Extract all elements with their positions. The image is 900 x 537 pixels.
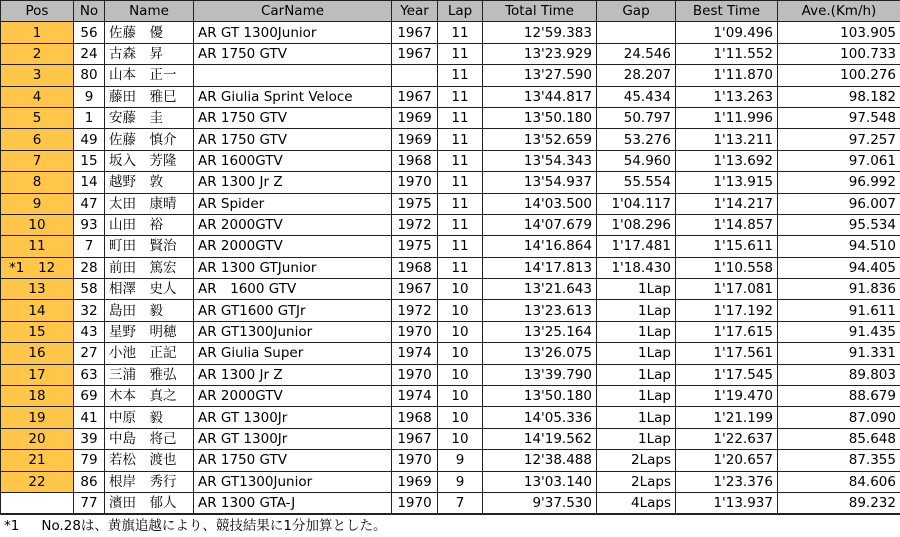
cell-total-time: 14'03.500 <box>483 193 597 214</box>
position-value: 7 <box>33 153 42 169</box>
cell-lap: 10 <box>438 364 483 385</box>
cell-average: 87.355 <box>778 450 900 471</box>
cell-carname: AR 1750 GTV <box>194 107 392 128</box>
cell-average: 97.548 <box>778 107 900 128</box>
cell-pos <box>1 492 74 513</box>
cell-name: 中島 将己 <box>105 428 194 449</box>
cell-gap: 55.554 <box>597 172 676 193</box>
cell-best-time: 1'13.263 <box>676 86 778 107</box>
cell-best-time: 1'11.996 <box>676 107 778 128</box>
cell-pos <box>1 129 74 150</box>
cell-gap: 1'04.117 <box>597 193 676 214</box>
cell-pos <box>1 450 74 471</box>
penalty-mark: *1 <box>5 258 24 278</box>
position-value: 19 <box>28 410 45 426</box>
table-row <box>1 492 900 513</box>
position-value: 9 <box>33 196 42 212</box>
cell-best-time: 1'13.692 <box>676 150 778 171</box>
cell-gap: 1Lap <box>597 428 676 449</box>
position-value: 22 <box>28 474 45 490</box>
cell-total-time: 12'38.488 <box>483 450 597 471</box>
cell-gap: 1Lap <box>597 321 676 342</box>
cell-carname: AR 1600 GTV <box>194 279 392 300</box>
cell-average: 84.606 <box>778 471 900 492</box>
cell-total-time: 14'05.336 <box>483 407 597 428</box>
cell-pos <box>1 86 74 107</box>
cell-best-time: 1'13.937 <box>676 492 778 513</box>
cell-average: 89.232 <box>778 492 900 513</box>
cell-name: 相澤 史人 <box>105 279 194 300</box>
cell-lap: 9 <box>438 471 483 492</box>
position-value: 15 <box>28 324 45 340</box>
cell-lap: 10 <box>438 386 483 407</box>
cell-total-time: 13'54.937 <box>483 172 597 193</box>
cell-best-time: 1'17.561 <box>676 343 778 364</box>
cell-average: 98.182 <box>778 86 900 107</box>
header-gap: Gap <box>597 1 676 22</box>
table-row <box>1 22 900 43</box>
cell-no: 77 <box>74 492 105 513</box>
cell-gap: 1Lap <box>597 364 676 385</box>
table-row <box>1 450 900 471</box>
cell-total-time: 12'59.383 <box>483 22 597 43</box>
header-average: Ave.(Km/h) <box>778 1 900 22</box>
cell-best-time: 1'14.217 <box>676 193 778 214</box>
cell-total-time: 13'25.164 <box>483 321 597 342</box>
cell-lap: 11 <box>438 150 483 171</box>
cell-year: 1970 <box>392 321 438 342</box>
cell-pos <box>1 65 74 86</box>
table-row <box>1 236 900 257</box>
table-row <box>1 150 900 171</box>
cell-total-time: 13'52.659 <box>483 129 597 150</box>
cell-carname: AR 1300 GTJunior <box>194 257 392 278</box>
table-row <box>1 300 900 321</box>
cell-pos <box>1 471 74 492</box>
cell-no: 58 <box>74 279 105 300</box>
cell-carname: AR 1300 Jr Z <box>194 364 392 385</box>
table-row <box>1 343 900 364</box>
cell-pos <box>1 172 74 193</box>
cell-total-time: 14'07.679 <box>483 214 597 235</box>
cell-total-time: 14'19.562 <box>483 428 597 449</box>
table-row <box>1 214 900 235</box>
cell-best-time: 1'17.615 <box>676 321 778 342</box>
cell-best-time: 1'17.192 <box>676 300 778 321</box>
cell-best-time: 1'11.870 <box>676 65 778 86</box>
cell-name: 山田 裕 <box>105 214 194 235</box>
cell-best-time: 1'13.915 <box>676 172 778 193</box>
cell-pos <box>1 150 74 171</box>
cell-lap: 11 <box>438 43 483 64</box>
cell-no: 32 <box>74 300 105 321</box>
cell-name: 太田 康晴 <box>105 193 194 214</box>
cell-average: 88.679 <box>778 386 900 407</box>
cell-name: 越野 敦 <box>105 172 194 193</box>
cell-carname: AR GT 1300Junior <box>194 22 392 43</box>
header-row <box>1 1 900 22</box>
table-header <box>1 1 900 22</box>
cell-best-time: 1'20.657 <box>676 450 778 471</box>
position-value: 12 <box>38 260 55 276</box>
cell-best-time: 1'09.496 <box>676 22 778 43</box>
header-name: Name <box>105 1 194 22</box>
cell-lap: 11 <box>438 22 483 43</box>
cell-average: 85.648 <box>778 428 900 449</box>
cell-best-time: 1'19.470 <box>676 386 778 407</box>
cell-total-time: 13'23.613 <box>483 300 597 321</box>
cell-name: 安藤 圭 <box>105 107 194 128</box>
cell-pos <box>1 386 74 407</box>
cell-carname: AR GT1300Junior <box>194 471 392 492</box>
cell-lap: 11 <box>438 236 483 257</box>
cell-gap: 1Lap <box>597 300 676 321</box>
cell-pos <box>1 279 74 300</box>
cell-no: 80 <box>74 65 105 86</box>
cell-year: 1967 <box>392 22 438 43</box>
position-value: 8 <box>33 174 42 190</box>
cell-year: 1972 <box>392 300 438 321</box>
position-value: 6 <box>33 132 42 148</box>
cell-pos <box>1 343 74 364</box>
cell-gap: 1'08.296 <box>597 214 676 235</box>
cell-year: 1974 <box>392 343 438 364</box>
cell-carname: AR 1750 GTV <box>194 450 392 471</box>
cell-name: 坂入 芳隆 <box>105 150 194 171</box>
cell-year: 1970 <box>392 492 438 513</box>
cell-year <box>392 65 438 86</box>
cell-total-time: 13'03.140 <box>483 471 597 492</box>
cell-year: 1967 <box>392 428 438 449</box>
cell-carname: AR 1600GTV <box>194 150 392 171</box>
cell-gap: 45.434 <box>597 86 676 107</box>
cell-year: 1972 <box>392 214 438 235</box>
cell-average: 103.905 <box>778 22 900 43</box>
cell-pos <box>1 364 74 385</box>
cell-gap: 1Lap <box>597 279 676 300</box>
cell-no: 27 <box>74 343 105 364</box>
cell-average: 97.257 <box>778 129 900 150</box>
position-value: 21 <box>28 452 45 468</box>
cell-pos <box>1 43 74 64</box>
cell-carname: AR 1300 Jr Z <box>194 172 392 193</box>
cell-year: 1968 <box>392 407 438 428</box>
cell-year: 1968 <box>392 150 438 171</box>
cell-average: 97.061 <box>778 150 900 171</box>
cell-lap: 10 <box>438 321 483 342</box>
cell-gap <box>597 22 676 43</box>
table-row <box>1 321 900 342</box>
cell-total-time: 14'17.813 <box>483 257 597 278</box>
header-total-time: Total Time <box>483 1 597 22</box>
cell-no: 14 <box>74 172 105 193</box>
table-row <box>1 65 900 86</box>
cell-name: 前田 篤宏 <box>105 257 194 278</box>
cell-lap: 11 <box>438 107 483 128</box>
cell-best-time: 1'11.552 <box>676 43 778 64</box>
header-carname: CarName <box>194 1 392 22</box>
cell-year: 1970 <box>392 172 438 193</box>
position-value: 17 <box>28 367 45 383</box>
cell-lap: 10 <box>438 407 483 428</box>
cell-name: 古森 昇 <box>105 43 194 64</box>
cell-pos <box>1 257 74 278</box>
table-row <box>1 257 900 278</box>
cell-no: 49 <box>74 129 105 150</box>
cell-lap: 10 <box>438 279 483 300</box>
cell-pos <box>1 214 74 235</box>
cell-name: 山本 正一 <box>105 65 194 86</box>
cell-gap: 1Lap <box>597 386 676 407</box>
cell-pos <box>1 22 74 43</box>
cell-total-time: 13'50.180 <box>483 386 597 407</box>
cell-carname: AR 2000GTV <box>194 214 392 235</box>
cell-best-time: 1'13.211 <box>676 129 778 150</box>
position-value: 18 <box>28 388 45 404</box>
cell-no: 63 <box>74 364 105 385</box>
cell-total-time: 13'26.075 <box>483 343 597 364</box>
cell-no: 43 <box>74 321 105 342</box>
cell-lap: 11 <box>438 193 483 214</box>
cell-lap: 10 <box>438 300 483 321</box>
cell-name: 町田 賢治 <box>105 236 194 257</box>
cell-gap: 28.207 <box>597 65 676 86</box>
cell-average: 95.534 <box>778 214 900 235</box>
position-value: 13 <box>28 281 45 297</box>
cell-average: 91.435 <box>778 321 900 342</box>
header-pos: Pos <box>1 1 74 22</box>
cell-carname: AR 1750 GTV <box>194 43 392 64</box>
cell-year: 1968 <box>392 257 438 278</box>
cell-carname: AR GT 1300Jr <box>194 428 392 449</box>
table-row <box>1 471 900 492</box>
cell-best-time: 1'23.376 <box>676 471 778 492</box>
cell-no: 41 <box>74 407 105 428</box>
cell-name: 星野 明穂 <box>105 321 194 342</box>
cell-average: 96.992 <box>778 172 900 193</box>
cell-total-time: 13'39.790 <box>483 364 597 385</box>
cell-no: 7 <box>74 236 105 257</box>
cell-carname: AR 2000GTV <box>194 236 392 257</box>
cell-best-time: 1'17.081 <box>676 279 778 300</box>
cell-lap: 9 <box>438 450 483 471</box>
cell-carname: AR Spider <box>194 193 392 214</box>
cell-average: 94.510 <box>778 236 900 257</box>
cell-name: 根岸 秀行 <box>105 471 194 492</box>
cell-pos <box>1 193 74 214</box>
cell-total-time: 9'37.530 <box>483 492 597 513</box>
cell-no: 69 <box>74 386 105 407</box>
cell-no: 86 <box>74 471 105 492</box>
cell-name: 三浦 雅弘 <box>105 364 194 385</box>
cell-name: 佐藤 優 <box>105 22 194 43</box>
cell-gap: 1Lap <box>597 343 676 364</box>
cell-year: 1970 <box>392 450 438 471</box>
cell-year: 1967 <box>392 86 438 107</box>
cell-no: 93 <box>74 214 105 235</box>
cell-year: 1969 <box>392 129 438 150</box>
cell-total-time: 13'21.643 <box>483 279 597 300</box>
position-value: 11 <box>28 238 45 254</box>
table-row <box>1 172 900 193</box>
cell-gap: 1'17.481 <box>597 236 676 257</box>
cell-year: 1974 <box>392 386 438 407</box>
cell-lap: 11 <box>438 86 483 107</box>
cell-lap: 7 <box>438 492 483 513</box>
cell-gap: 4Laps <box>597 492 676 513</box>
cell-year: 1970 <box>392 364 438 385</box>
cell-name: 藤田 雅巳 <box>105 86 194 107</box>
cell-carname: AR GT1300Junior <box>194 321 392 342</box>
cell-pos <box>1 236 74 257</box>
cell-pos <box>1 300 74 321</box>
cell-average: 94.405 <box>778 257 900 278</box>
position-value: 4 <box>33 89 42 105</box>
table-row <box>1 407 900 428</box>
cell-no: 56 <box>74 22 105 43</box>
cell-name: 濱田 郁人 <box>105 492 194 513</box>
cell-lap: 11 <box>438 172 483 193</box>
table-row <box>1 386 900 407</box>
cell-name: 木本 真之 <box>105 386 194 407</box>
table-row <box>1 364 900 385</box>
footnote-mark: *1 <box>4 518 19 534</box>
cell-name: 小池 正記 <box>105 343 194 364</box>
cell-total-time: 13'50.180 <box>483 107 597 128</box>
cell-carname: AR GT 1300Jr <box>194 407 392 428</box>
table-row <box>1 86 900 107</box>
cell-carname: AR 2000GTV <box>194 386 392 407</box>
cell-total-time: 13'54.343 <box>483 150 597 171</box>
cell-no: 1 <box>74 107 105 128</box>
cell-carname: AR 1750 GTV <box>194 129 392 150</box>
position-value: 3 <box>33 67 42 83</box>
cell-gap: 2Laps <box>597 450 676 471</box>
cell-best-time: 1'22.637 <box>676 428 778 449</box>
cell-year: 1969 <box>392 471 438 492</box>
cell-name: 若松 渡也 <box>105 450 194 471</box>
cell-average: 91.836 <box>778 279 900 300</box>
cell-year: 1969 <box>392 107 438 128</box>
cell-pos <box>1 407 74 428</box>
cell-average: 91.611 <box>778 300 900 321</box>
cell-best-time: 1'17.545 <box>676 364 778 385</box>
cell-pos <box>1 321 74 342</box>
position-value: 5 <box>33 110 42 126</box>
cell-average: 100.276 <box>778 65 900 86</box>
table-row <box>1 107 900 128</box>
cell-lap: 11 <box>438 65 483 86</box>
cell-gap: 50.797 <box>597 107 676 128</box>
cell-carname: AR GT1600 GTJr <box>194 300 392 321</box>
cell-average: 96.007 <box>778 193 900 214</box>
header-lap: Lap <box>438 1 483 22</box>
footnote <box>0 514 900 537</box>
cell-best-time: 1'10.558 <box>676 257 778 278</box>
cell-no: 24 <box>74 43 105 64</box>
cell-carname: AR Giulia Sprint Veloce <box>194 86 392 107</box>
cell-no: 79 <box>74 450 105 471</box>
header-no: No <box>74 1 105 22</box>
cell-name: 佐藤 慎介 <box>105 129 194 150</box>
cell-total-time: 13'44.817 <box>483 86 597 107</box>
cell-no: 9 <box>74 86 105 107</box>
position-value: 20 <box>28 431 45 447</box>
cell-best-time: 1'15.611 <box>676 236 778 257</box>
cell-gap: 1'18.430 <box>597 257 676 278</box>
cell-year: 1975 <box>392 236 438 257</box>
cell-average: 91.331 <box>778 343 900 364</box>
cell-name: 中原 毅 <box>105 407 194 428</box>
table-body <box>1 22 900 514</box>
cell-no: 39 <box>74 428 105 449</box>
cell-gap: 2Laps <box>597 471 676 492</box>
cell-carname <box>194 65 392 86</box>
cell-pos <box>1 107 74 128</box>
table-row <box>1 428 900 449</box>
cell-gap: 1Lap <box>597 407 676 428</box>
cell-no: 15 <box>74 150 105 171</box>
cell-average: 89.803 <box>778 364 900 385</box>
position-value: 14 <box>28 303 45 319</box>
position-value: 2 <box>33 46 42 62</box>
cell-year: 1967 <box>392 279 438 300</box>
cell-total-time: 14'16.864 <box>483 236 597 257</box>
cell-lap: 10 <box>438 428 483 449</box>
cell-lap: 11 <box>438 129 483 150</box>
cell-carname: AR 1300 GTA-J <box>194 492 392 513</box>
cell-gap: 54.960 <box>597 150 676 171</box>
cell-average: 100.733 <box>778 43 900 64</box>
header-best-time: Best Time <box>676 1 778 22</box>
cell-total-time: 13'27.590 <box>483 65 597 86</box>
cell-average: 87.090 <box>778 407 900 428</box>
table-row <box>1 129 900 150</box>
position-value: 16 <box>28 345 45 361</box>
cell-year: 1967 <box>392 43 438 64</box>
cell-year: 1975 <box>392 193 438 214</box>
cell-best-time: 1'21.199 <box>676 407 778 428</box>
cell-lap: 11 <box>438 257 483 278</box>
table-row <box>1 279 900 300</box>
table-row <box>1 43 900 64</box>
cell-lap: 10 <box>438 343 483 364</box>
cell-name: 島田 毅 <box>105 300 194 321</box>
cell-no: 28 <box>74 257 105 278</box>
cell-gap: 24.546 <box>597 43 676 64</box>
position-value: 10 <box>28 217 45 233</box>
cell-total-time: 13'23.929 <box>483 43 597 64</box>
header-year: Year <box>392 1 438 22</box>
cell-best-time: 1'14.857 <box>676 214 778 235</box>
footnote-text: No.28は、黄旗追越により、競技結果に1分加算とした。 <box>41 518 386 534</box>
cell-gap: 53.276 <box>597 129 676 150</box>
cell-carname: AR Giulia Super <box>194 343 392 364</box>
table-row <box>1 193 900 214</box>
cell-lap: 11 <box>438 214 483 235</box>
cell-no: 47 <box>74 193 105 214</box>
cell-pos <box>1 428 74 449</box>
position-value: 1 <box>33 25 42 41</box>
